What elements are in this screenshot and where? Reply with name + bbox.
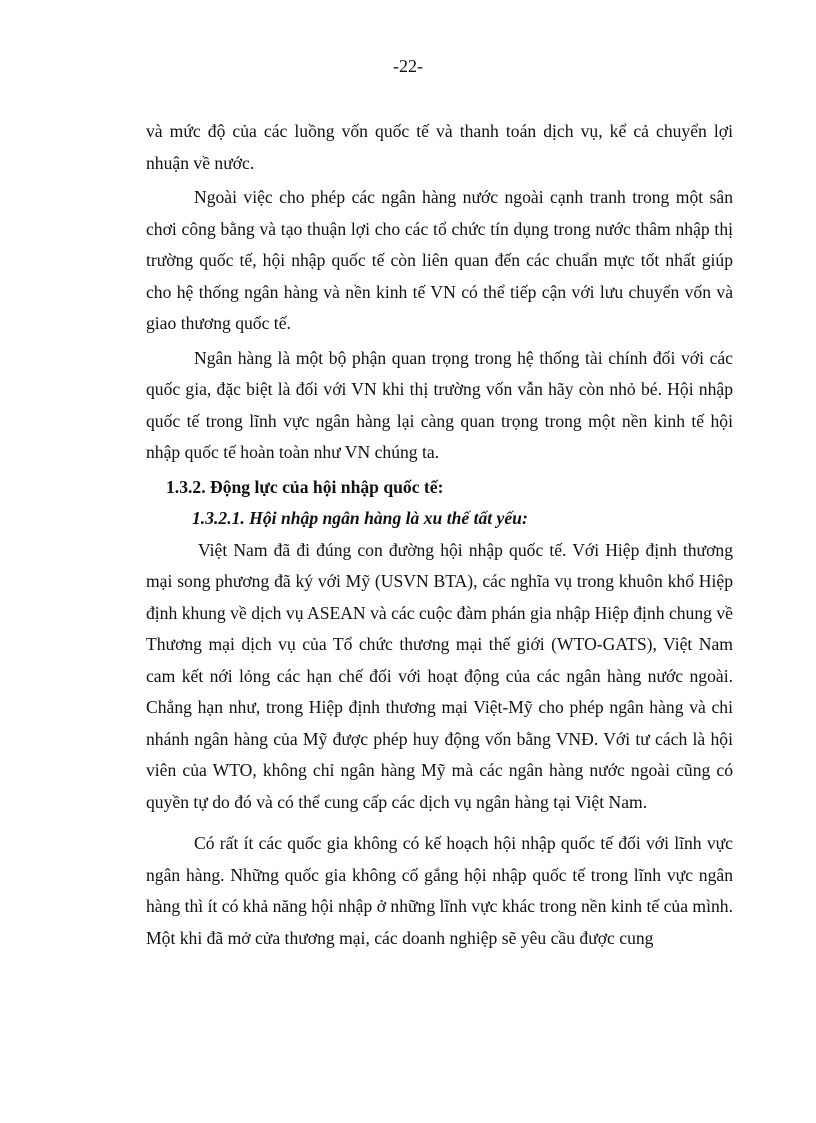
page-number: -22- bbox=[393, 56, 423, 76]
section-heading-1-3-2-1: 1.3.2.1. Hội nhập ngân hàng là xu thế tất yếu: bbox=[192, 508, 528, 528]
page-content bbox=[146, 116, 733, 954]
paragraph-luong-von: và mức độ của các luồng vốn quốc tế và thanh toán dịch vụ, kể cả chuyển lợi nhuận về nước. bbox=[146, 121, 733, 173]
paragraph-canh-tranh: Ngoài việc cho phép các ngân hàng nước ngoài cạnh tranh trong một sân chơi công bằng và tạo thuận lợi cho các tổ chức tín dụng trong nước thâm nhập thị trường quốc tế, hội nhập quốc tế còn liên quan đến các chuẩn mực tốt nhất giúp cho hệ thống ngân hàng và nền kinh tế VN có thể tiếp cận với lưu chuyển vốn và giao thương quốc tế. bbox=[146, 187, 733, 333]
paragraph-viet-nam-hoi-nhap: Việt Nam đã đi đúng con đường hội nhập quốc tế. Với Hiệp định thương mại song phương đã ký với Mỹ (USVN BTA), các nghĩa vụ trong khuôn khổ Hiệp định khung về dịch vụ ASEAN và các cuộc đàm phán gia nhập Hiệp định chung về Thương mại dịch vụ của Tổ chức thương mại thế giới (WTO-GATS), Việt Nam cam kết nới lỏng các hạn chế đối với hoạt động của các ngân hàng nước ngoài. Chẳng hạn như, trong Hiệp định thương mại Việt-Mỹ cho phép ngân hàng và chi nhánh ngân hàng của Mỹ được phép huy động vốn bằng VNĐ. Với tư cách là hội viên của WTO, không chỉ ngân hàng Mỹ mà các ngân hàng nước ngoài cũng có quyền tự do đó và có thể cung cấp các dịch vụ ngân hàng tại Việt Nam. bbox=[146, 539, 733, 812]
paragraph-quoc-gia-hoi-nhap: Có rất ít các quốc gia không có kế hoạch hội nhập quốc tế đối với lĩnh vực ngân hàng. Những quốc gia không cố gắng hội nhập quốc tế trong lĩnh vực ngân hàng thì ít có khả năng hội nhập ở những lĩnh vực khác trong nền kinh tế của mình. Một khi đã mở cửa thương mại, các doanh nghiệp sẽ yêu cầu được cung bbox=[146, 833, 733, 948]
section-heading-1-3-2: 1.3.2. Động lực của hội nhập quốc tế: bbox=[166, 476, 444, 497]
paragraph-vai-tro-ngan-hang: Ngân hàng là một bộ phận quan trọng trong hệ thống tài chính đối với các quốc gia, đặc biệt là đối với VN khi thị trường vốn vẫn hãy còn nhỏ bé. Hội nhập quốc tế trong lĩnh vực ngân hàng lại càng quan trọng trong một nền kinh tế hội nhập quốc tế hoàn toàn như VN chúng ta. bbox=[146, 347, 733, 462]
